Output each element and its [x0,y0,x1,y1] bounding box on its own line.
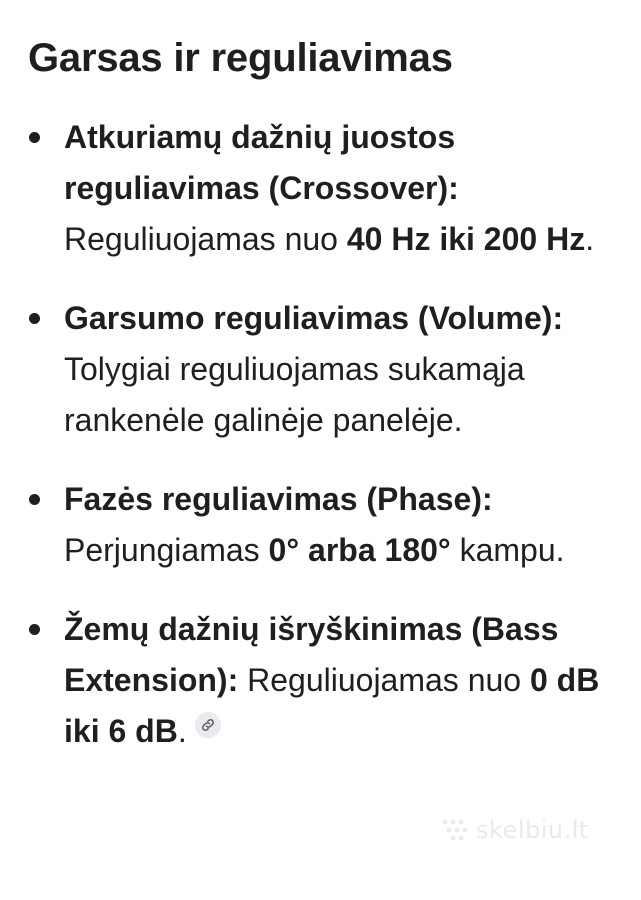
item-strong-value: 0° arba 180° [268,532,451,568]
watermark-text: skelbiu.lt [476,816,589,844]
item-strong-value: 40 Hz iki 200 Hz [346,221,586,257]
list-item-volume [0,293,641,446]
list-item-bass-extension [0,604,641,757]
item-text: Reguliuojamas nuo [64,221,347,257]
item-text: Perjungiamas [64,532,269,568]
item-text-end: kampu. [450,532,565,568]
bullet-icon [29,313,40,324]
item-lead: Garsumo reguliavimas (Volume): [64,300,564,336]
item-lead: Žemų dažnių išryškinimas (Bass Extension): [64,611,559,698]
bullet-icon [29,494,40,505]
skelbiu-logo-icon [440,817,470,843]
bullet-icon [29,132,40,143]
item-text-end: . [177,713,187,749]
list-item-phase [0,474,641,576]
section-title: Garsas ir reguliavimas [28,36,453,80]
item-text-end: . [585,221,595,257]
link-icon [200,717,216,733]
watermark [440,814,589,846]
item-text: Tolygiai reguliuojamas sukamąja rankenėle galinėje panelėje. [64,351,525,438]
item-strong-value: 0 dB iki 6 dB [64,662,600,749]
list-item-crossover [0,112,641,265]
item-lead: Fazės reguliavimas (Phase): [64,481,493,517]
item-lead: Atkuriamų dažnių juostos reguliavimas (Crossover): [64,119,459,206]
bullet-icon [29,624,40,635]
source-link-button[interactable] [195,712,221,738]
item-text: Reguliuojamas nuo [238,662,530,698]
feature-list [0,112,641,785]
